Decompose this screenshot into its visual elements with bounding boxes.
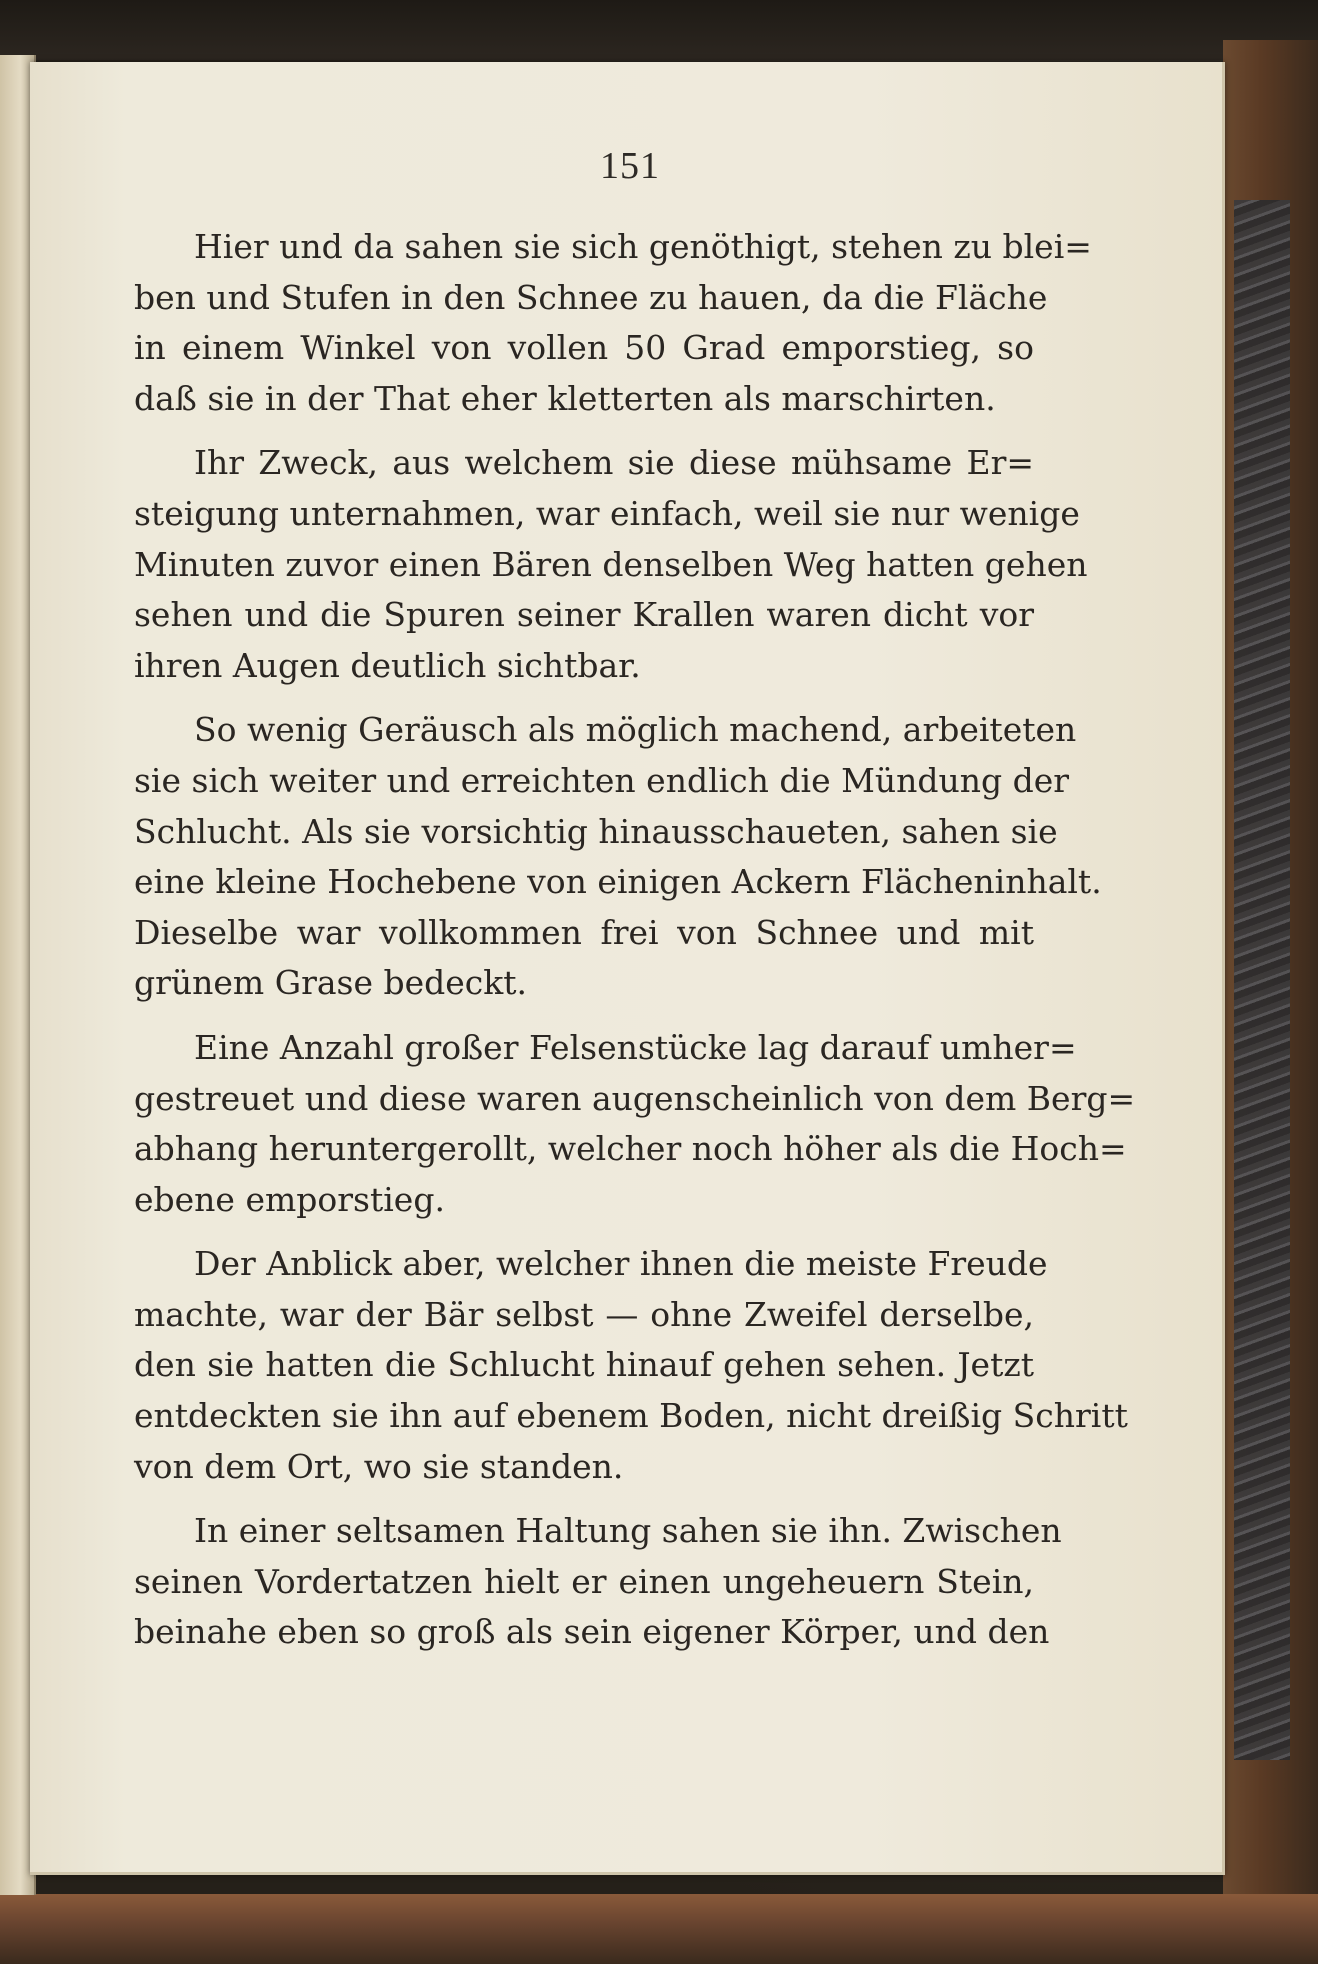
text-line: beinahe eben so groß als sein eigener Körper, und den — [134, 1612, 1050, 1652]
text-line: In einer seltsamen Haltung sahen sie ihn. Zwischen — [194, 1511, 1062, 1551]
cover-top-edge — [0, 0, 1318, 60]
text-line: Dieselbe war vollkommen frei von Schnee und mit — [134, 912, 1034, 952]
paragraph — [134, 222, 1092, 424]
text-line: ihren Augen deutlich sichtbar. — [134, 645, 641, 685]
text-line: seinen Vordertatzen hielt er einen ungeheuern Stein, — [134, 1561, 1034, 1601]
text-line: Schlucht. Als sie vorsichtig hinausschaueten, sahen sie — [134, 811, 1058, 851]
text-line: ebene emporstieg. — [134, 1179, 445, 1219]
text-line: eine kleine Hochebene von einigen Ackern Flächeninhalt. — [134, 862, 1102, 902]
text-line: sehen und die Spuren seiner Krallen waren dicht vor — [134, 595, 1034, 635]
text-line: steigung unternahmen, war einfach, weil sie nur wenige — [134, 493, 1080, 533]
text-line: grünem Grase bedeckt. — [134, 963, 528, 1003]
paragraph — [134, 1239, 1128, 1492]
paragraph — [134, 438, 1088, 691]
text-line: Hier und da sahen sie sich genöthigt, stehen zu blei= — [194, 227, 1092, 266]
text-line: abhang heruntergerollt, welcher noch höher als die Hoch= — [134, 1129, 1127, 1169]
text-line: gestreuet und diese waren augenscheinlich von dem Berg= — [134, 1078, 1136, 1118]
paragraph — [134, 705, 1102, 1009]
text-line: daß sie in der That eher kletterten als marschirten. — [134, 378, 996, 418]
page-text — [134, 222, 1136, 1672]
text-line: ben und Stufen in den Schnee zu hauen, da die Fläche — [134, 277, 1048, 317]
text-line: von dem Ort, wo sie standen. — [134, 1446, 624, 1486]
book-page — [30, 62, 1225, 1875]
text-line: Ihr Zweck, aus welchem sie diese mühsame Er= — [194, 443, 1034, 483]
text-line: den sie hatten die Schlucht hinauf gehen sehen. Jetzt — [134, 1345, 1034, 1385]
text-line: sie sich weiter und erreichten endlich die Mündung der — [134, 760, 1070, 800]
cover-bottom-edge — [0, 1894, 1318, 1964]
text-line: in einem Winkel von vollen 50 Grad emporstieg, so — [134, 328, 1034, 368]
text-line: Der Anblick aber, welcher ihnen die meiste Freude — [194, 1244, 1048, 1284]
text-line: entdeckten sie ihn auf ebenem Boden, nicht dreißig Schritt — [134, 1396, 1128, 1436]
text-line: Minuten zuvor einen Bären denselben Weg hatten gehen — [134, 544, 1088, 584]
page-number: 151 — [600, 145, 660, 187]
text-line: Eine Anzahl großer Felsenstücke lag darauf umher= — [194, 1027, 1077, 1067]
text-line: So wenig Geräusch als möglich machend, arbeiteten — [194, 710, 1077, 750]
paragraph — [134, 1023, 1136, 1225]
cover-marbled-board — [1234, 200, 1290, 1760]
paragraph — [134, 1506, 1062, 1658]
text-line: machte, war der Bär selbst — ohne Zweifel derselbe, — [134, 1294, 1034, 1334]
